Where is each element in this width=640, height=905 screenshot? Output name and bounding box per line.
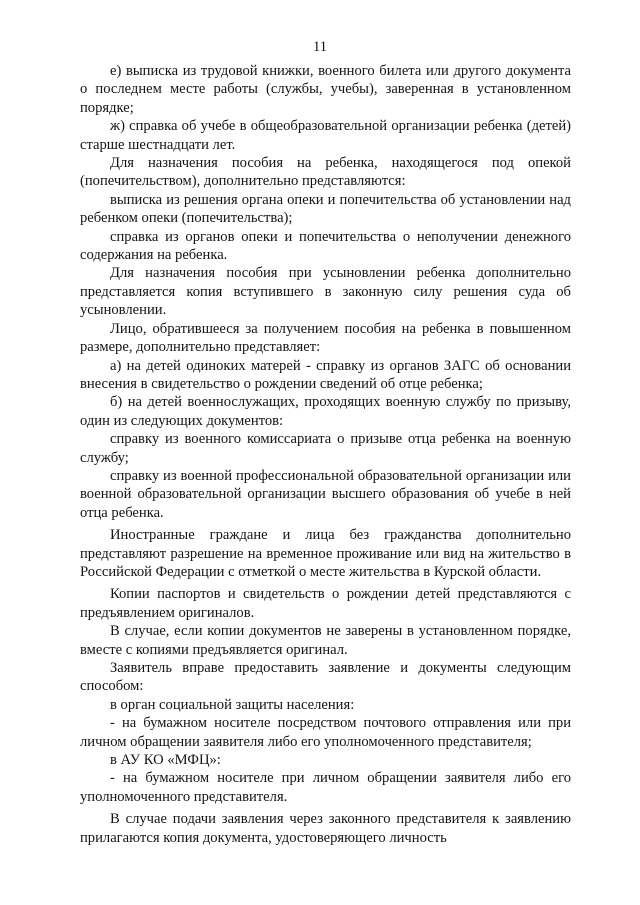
- paragraph-increased-benefit-intro: Лицо, обратившееся за получением пособия на ребенка в повышенном размере, дополнительно представляет:: [80, 320, 571, 356]
- paragraph-military-commissariat: справку из военного комиссариата о призыве отца ребенка на военную службу;: [80, 431, 571, 466]
- paragraph-passport-copies: Копии паспортов и свидетельств о рождении детей представляются с предъявлением оригиналов.: [80, 586, 571, 621]
- paragraph-single-mothers: а) на детей одиноких матерей - справку из органов ЗАГС об основании внесения в свидетельство о рождении сведений об отце ребенка;: [80, 357, 571, 392]
- paragraph-paper-mail: - на бумажном носителе посредством почтового отправления или при личном обращении заявителя либо его уполномоченного представителя;: [80, 715, 571, 750]
- paragraph-legal-representative: В случае подачи заявления через законного представителя к заявлению прилагаются копия документа, удостоверяющего личность: [80, 811, 571, 846]
- document-body: [80, 62, 571, 847]
- paragraph-submission-method: Заявитель вправе предоставить заявление и документы следующим способом:: [80, 660, 571, 695]
- paragraph-social-protection-body: в орган социальной защиты населения:: [110, 696, 355, 713]
- paragraph-mfc: в АУ КО «МФЦ»:: [110, 752, 221, 769]
- paragraph-military-children: б) на детей военнослужащих, проходящих военную службу по призыву, один из следующих документов:: [80, 394, 571, 429]
- paragraph-guardianship-intro: Для назначения пособия на ребенка, находящегося под опекой (попечительством), дополнительно представляются:: [80, 155, 571, 190]
- paragraph-foreign-citizens: Иностранные граждане и лица без гражданства дополнительно представляют разрешение на временное проживание или вид на жительство в Российской Федерации с отметкой о месте жительства в Курской области.: [80, 527, 571, 580]
- paragraph-paper-personal: - на бумажном носителе при личном обращении заявителя либо его уполномоченного представителя.: [80, 770, 571, 805]
- paragraph-guardianship-certificate: справка из органов опеки и попечительства о неполучении денежного содержания на ребенка.: [80, 228, 571, 264]
- paragraph-military-school: справку из военной профессиональной образовательной организации или военной образовательной организации высшего образования об учебе в ней отца ребенка.: [80, 467, 571, 521]
- paragraph-unverified-copies: В случае, если копии документов не заверены в установленном порядке, вместе с копиями предъявляется оригинал.: [80, 623, 571, 658]
- paragraph-adoption: Для назначения пособия при усыновлении ребенка дополнительно представляется копия вступившего в законную силу решения суда об усыновлении.: [80, 265, 571, 319]
- paragraph-guardianship-extract: выписка из решения органа опеки и попечительства об установлении над ребенком опеки (попечительства);: [80, 191, 571, 227]
- paragraph-school-certificate: ж) справка об учебе в общеобразовательной организации ребенка (детей) старше шестнадцати лет.: [80, 118, 571, 153]
- page-number: 11: [313, 39, 327, 55]
- paragraph-work-record-extract: е) выписка из трудовой книжки, военного билета или другого документа о последнем месте работы (службы, учебы), заверенная в установленном порядке;: [80, 63, 571, 116]
